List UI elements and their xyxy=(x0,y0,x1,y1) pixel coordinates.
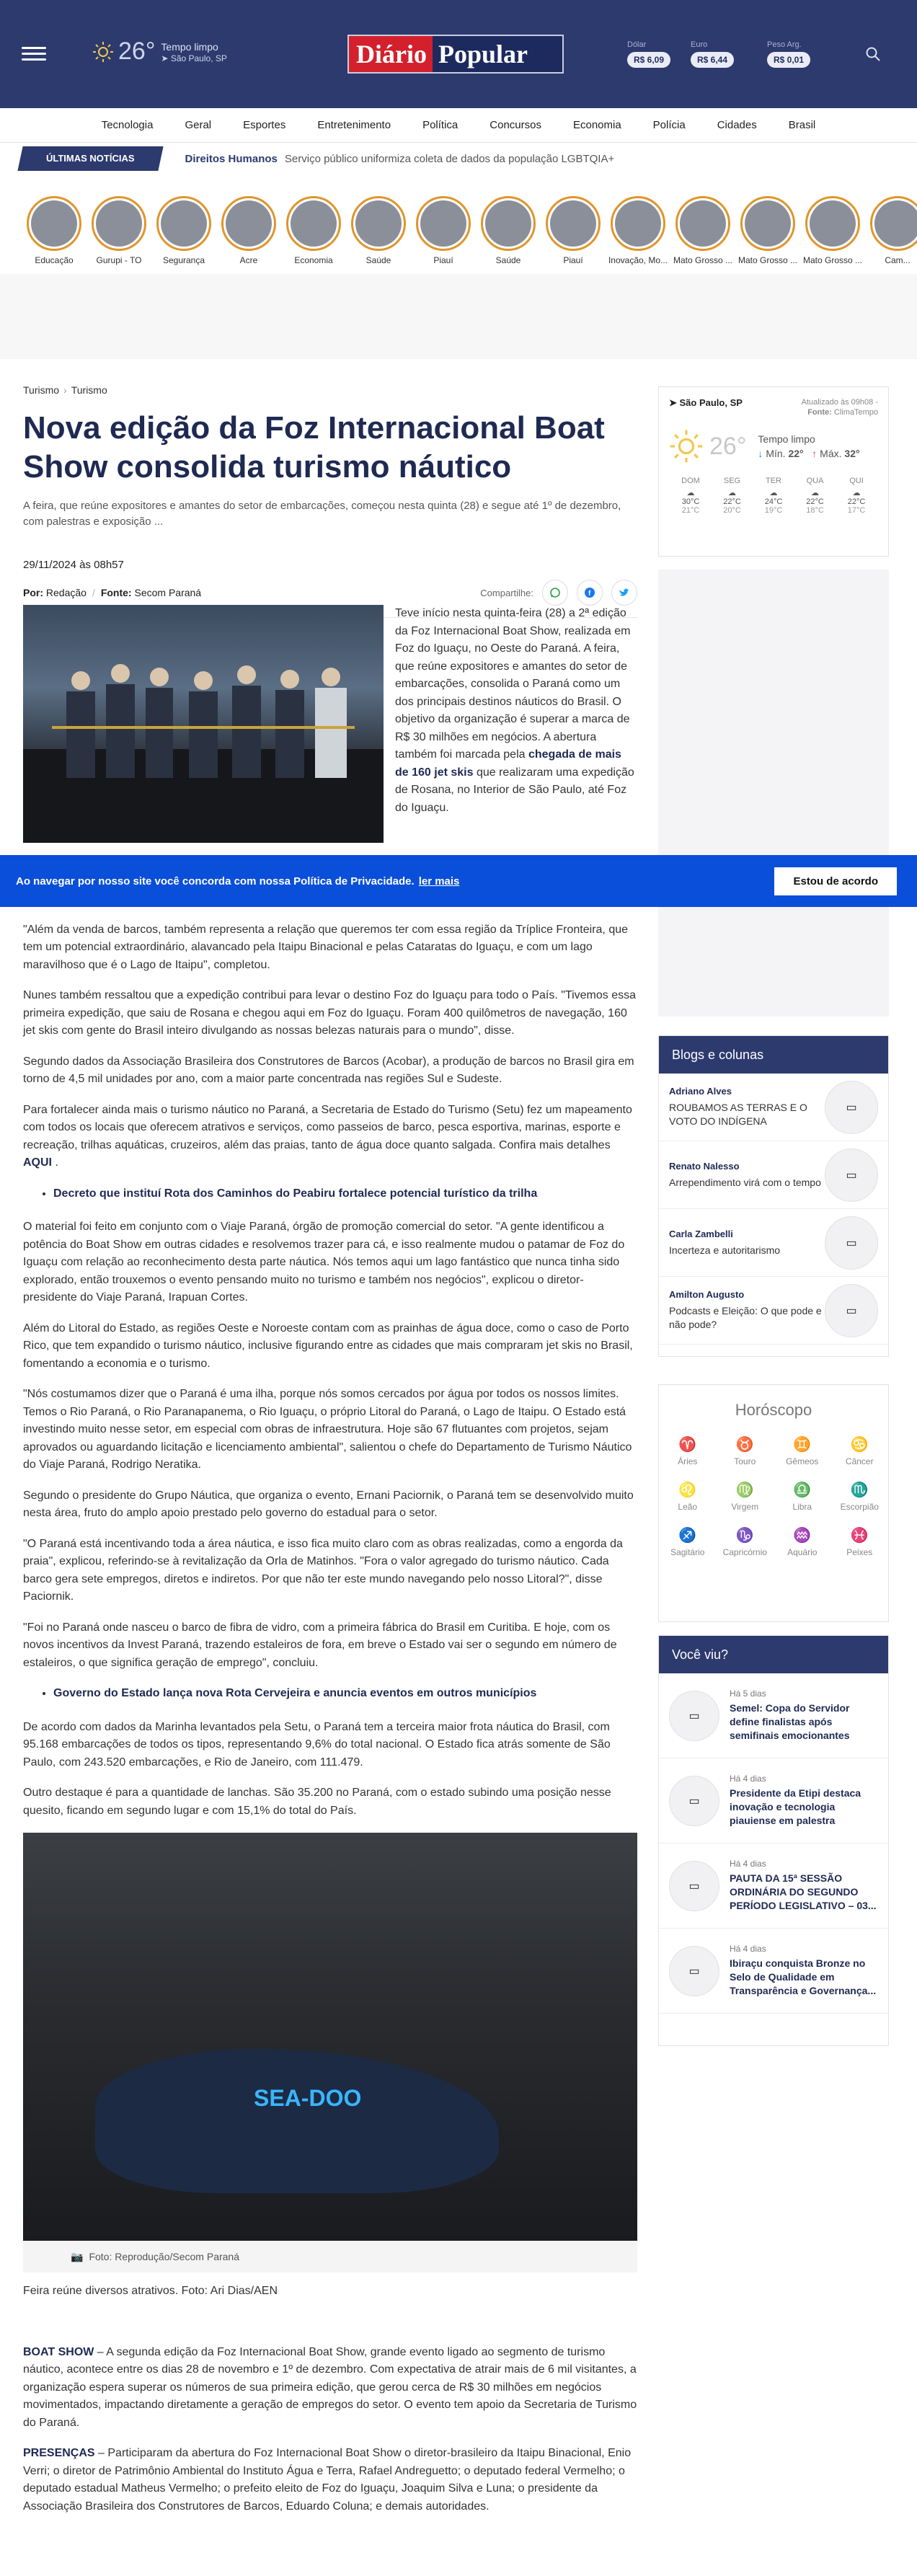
news-ticker xyxy=(0,146,917,172)
seen-item[interactable]: ▭ Há 4 dias PAUTA DA 15ª SESSÃO ORDINÁRIA DO SEGUNDO PERÍODO LEGISLATIVO – 03... xyxy=(659,1844,888,1929)
sun-icon xyxy=(669,429,704,464)
menu-icon[interactable] xyxy=(22,43,46,62)
sidebar-ad xyxy=(658,570,889,1017)
blogs-widget xyxy=(658,1035,889,1357)
sign-gemeos[interactable]: ♊ Gêmeos xyxy=(786,1437,819,1466)
article-photo[interactable] xyxy=(23,1833,637,2241)
paragraph: Outro destaque é para a quantidade de lanchas. São 35.200 no Paraná, com o estado subindo uma posição nesse quesito, ficando em segundo lugar e com 15,1% do total do País. xyxy=(23,1787,611,1817)
cloud-rain-icon: ☁ xyxy=(728,489,736,497)
weather-condition: Tempo limpo xyxy=(758,433,815,445)
ticker-tag: ÚLTIMAS NOTÍCIAS xyxy=(17,146,163,171)
accept-cookies-button[interactable]: Estou de acordo xyxy=(774,867,897,895)
site-header xyxy=(0,0,917,108)
story-item[interactable]: Segurança xyxy=(151,196,216,265)
nav-esportes[interactable]: Esportes xyxy=(243,119,286,131)
blog-item[interactable]: Renato Nalesso Arrependimento virá com o tempo ▭ xyxy=(659,1141,888,1209)
intro-text-end: que realizaram uma expedição de Rosana, no Interior de São Paulo, até Foz do Iguaçu. xyxy=(395,766,634,814)
image-placeholder-icon: ▭ xyxy=(825,1216,878,1270)
paragraph: BOAT SHOW – A segunda edição da Foz Internacional Boat Show, grande evento ligado ao segmento de turismo náutico, acontece entre os dias 28 de novembro e 1º de dezembro. Com expectativa de atrair mais de 6 mil visitantes, a organização espera superar os números de sua primeira edição, que gerou cerca de R$ 30 milhões em negócios movimentados, impactando diretamente a geração de empregos do setor. O evento tem apoio da Secretaria de Turismo do Paraná. xyxy=(23,2345,637,2429)
story-item[interactable]: Gurupi - TO xyxy=(87,196,151,265)
location-icon: ➤ xyxy=(669,397,680,408)
paragraph: "O Paraná está incentivando toda a área náutica, e isso fica muito claro com as obras realizadas, como a engorda da praia", explicou, referindo-se à revitalização da Orla de Matinhos. "Fora o valor agregado do turismo náutico. Cada barco gera sete empregos, diretos e indiretos. Por que não ter este mundo navegando pelo nosso Litoral?", disse Paciornik. xyxy=(23,1537,623,1603)
forecast-day: SEG ☁ 22°C 20°C xyxy=(717,477,748,515)
header-temp: 26° xyxy=(118,37,156,65)
related-links xyxy=(53,1185,637,1203)
sign-leao[interactable]: ♌ Leão xyxy=(678,1482,698,1512)
seen-item[interactable]: ▭ Há 5 dias Semel: Copa do Servidor define finalistas após semifinais emocionantes xyxy=(659,1673,888,1758)
nav-cidades[interactable]: Cidades xyxy=(717,119,757,131)
currency-peso: Peso Arg. R$ 0,01 xyxy=(767,40,810,68)
image-placeholder-icon: ▭ xyxy=(669,1691,719,1741)
ticker-category[interactable]: Direitos Humanos xyxy=(185,152,278,165)
jetski-shape xyxy=(95,2049,499,2193)
image-placeholder-icon: ▭ xyxy=(669,1776,719,1826)
blog-item[interactable]: Adriano Alves ROUBAMOS AS TERRAS E O VOTO DO INDÍGENA ▭ xyxy=(659,1074,888,1141)
nav-policia[interactable]: Polícia xyxy=(652,119,686,131)
chevron-right-icon: › xyxy=(63,384,67,396)
paragraph: "Nós costumamos dizer que o Paraná é uma ilha, porque nós somos cercados por água por todos os nossos limites. Temos o Rio Paraná, o Rio Paranapanema, o Rio Iguaçu, o próprio Litoral do Paraná, o Lago de Itaipu. O Estado está investindo muito nesse setor, em especial com obras de infraestrutura. Hoje são 67 flutuantes com projetos, sejam aprovados ou aguardando licitação e licenciamento ambiental", salientou o chefe do Departamento de Turismo Náutico do Viaje Paraná, Rodrigo Neratika. xyxy=(23,1388,632,1471)
sign-aquario[interactable]: ♒ Aquário xyxy=(787,1528,818,1557)
story-item[interactable]: Saúde xyxy=(346,196,411,265)
paragraph: "Além da venda de barcos, também representa a relação que queremos ter com essa região da Tríplice Fronteira, que tem um potencial extraordinário, alavancado pela Itaipu Binacional e pelas Cataratas do Iguaçu, e com um lago maravilhoso que é o Lago de Itaipu", completou. xyxy=(23,923,629,971)
photo-brand-text: SEA-DOO xyxy=(254,2085,362,2111)
blog-item[interactable]: Carla Zambelli Incerteza e autoritarismo ▭ xyxy=(659,1209,888,1277)
article-subtitle: A feira, que reúne expositores e amantes do setor de embarcações, começou nesta quinta (28) e segue até 1º de dezembro, com palestras e exposição ... xyxy=(23,500,621,528)
header-city: São Paulo, SP xyxy=(170,53,227,63)
cloud-rain-icon: ☁ xyxy=(811,489,819,497)
whatsapp-icon[interactable] xyxy=(542,580,568,606)
related-link[interactable]: • Decreto que instituí Rota dos Caminhos do Peabiru fortalece potencial turístico da trilha xyxy=(53,1185,637,1203)
main-nav xyxy=(0,108,917,143)
paragraph: Para fortalecer ainda mais o turismo náutico no Paraná, a Secretaria de Estado do Turismo (Setu) fez um mapeamento com todos os locais que oferecem atrativos e serviços, como passeios de barco, pesca esportiva, marinas, esporte e recreação, trilhas aquáticas, cruzeiros, além das praias, tanto de água doce quanto salgada. Confira mais detalhes AQUI . xyxy=(23,1103,632,1169)
paragraph: Além do Litoral do Estado, as regiões Oeste e Noroeste contam com as prainhas de água doce, como o caso de Porto Rico, que tem expandido o turismo náutico, inclusive figurando entre as cidades que mais compraram jet skis no Brasil, fomentando a economia e o turismo. xyxy=(23,1322,633,1370)
horoscope-title: Horóscopo xyxy=(735,1401,812,1419)
article-date: 29/11/2024 às 08h57 xyxy=(23,559,124,571)
forecast-day: DOM ☁ 30°C 21°C xyxy=(675,477,706,515)
privacy-link[interactable]: ler mais xyxy=(418,875,460,888)
weather-minmax: ↓ Mín. 22° ↑ Máx. 32° xyxy=(758,448,860,459)
nav-concursos[interactable]: Concursos xyxy=(489,119,541,131)
story-item[interactable]: Educação xyxy=(22,196,87,265)
forecast-day: QUI ☁ 22°C 17°C xyxy=(841,477,872,515)
nav-entretenimento[interactable]: Entretenimento xyxy=(317,119,391,131)
paragraph: PRESENÇAS – Participaram da abertura do Foz Internacional Boat Show o diretor-brasileiro da Itaipu Binacional, Enio Verri; o diretor de Patrimônio Ambiental do Instituto Água e Terra, Rafael Andreguetto; o deputado federal Vermelho; o deputado estadual Matheus Vermelho; o prefeito eleito de Foz do Iguaçu, Joaquim Silva e Luna; o presidente da Associação Brasileira dos Construtores de Barcos, Eduardo Coluna; e demais autoridades. xyxy=(23,2447,632,2513)
related-links xyxy=(53,1685,637,1703)
breadcrumb xyxy=(23,384,637,396)
paragraph: Segundo dados da Associação Brasileira dos Construtores de Barcos (Acobar), a produção de barcos no Brasil gira em torno de 4,5 mil unidades por ano, com a maior parte concentrada nas regiões Sul e Sudeste. xyxy=(23,1055,634,1085)
currency-dolar: Dólar R$ 6,09 xyxy=(627,40,670,68)
author: Redação xyxy=(45,587,87,598)
paragraph: O material foi feito em conjunto com o Viaje Paraná, órgão de promoção comercial do setor. "A gente identificou a potência do Boat Show em outras cidades e resolvemos trazer para cá, e isso realmente mudou o patamar de Foz do Iguaçu com relação ao reconhecimento desta parte náutica. Nós temos aqui um lago fantástico que nunca tinha sido explorado, então trouxemos o evento pensando muito no turismo e também nos negócios", explicou o diretor-presidente do Viaje Paraná, Irapuan Cortes. xyxy=(23,1221,625,1304)
intro-link[interactable]: chegada de mais de 160 jet skis xyxy=(395,748,621,779)
sign-virgem[interactable]: ♍ Virgem xyxy=(731,1482,759,1512)
forecast-day: TER ☁ 24°C 19°C xyxy=(758,477,789,515)
seen-widget xyxy=(658,1635,889,2046)
paragraph: Nunes também ressaltou que a expedição contribui para levar o destino Foz do Iguaçu para todo o País. "Tivemos essa primeira expedição, que saiu de Rosana e chegou aqui em Foz do Iguaçu. Foram 400 quilômetros de navegação, 160 jet skis com gente do Brasil inteiro divulgando as nossas belezas naturais para o mundo", disse. xyxy=(23,989,637,1037)
currency-euro: Euro R$ 6,44 xyxy=(691,40,734,68)
weather-temp: 26° xyxy=(709,432,747,460)
sun-icon xyxy=(92,41,114,63)
intro-text: Teve início nesta quinta-feira (28) a 2ª edição da Foz Internacional Boat Show, realizada em Foz do Iguaçu, no Oeste do Paraná. A feira, que reúne expositores e amantes do setor de embarcações, consolida o Paraná como um dos principais destinos náuticos do Brasil. O objetivo da organização é superar a marca de R$ 30 milhões em negócios. A abertura também foi marcada pela xyxy=(395,607,631,761)
image-placeholder-icon: ▭ xyxy=(825,1284,878,1337)
photo-credit: 📷 Foto: Reprodução/Secom Paraná xyxy=(23,2241,637,2272)
share-label: Compartilhe: xyxy=(480,587,533,598)
cloud-rain-icon: ☁ xyxy=(686,489,695,497)
page-title: Nova edição da Foz Internacional Boat Show consolida turismo náutico xyxy=(23,410,605,484)
story-item[interactable]: Mato Grosso ... xyxy=(670,196,735,265)
sign-escorpiao[interactable]: ♏ Escorpião xyxy=(840,1482,879,1512)
paragraph: Segundo o presidente do Grupo Náutica, que organiza o evento, Ernani Paciornik, o Paraná tem se desenvolvido muito nesta área, fruto do amplo apoio prestado pelo governo do estadual para o setor. xyxy=(23,1489,634,1519)
paragraph: De acordo com dados da Marinha levantados pela Setu, o Paraná tem a terceira maior frota náutica do Brasil, com 95.168 embarcações de todos os tipos, representando 9,6% do total nacional. O Estado fica atrás somente de São Paulo, com 243.520 embarcações, e Rio de Janeiro, com 111.479. xyxy=(23,1720,611,1769)
weather-updated: Atualizado às 09h08 - Fonte: ClimaTempo xyxy=(801,398,878,417)
sign-libra[interactable]: ♎ Libra xyxy=(792,1482,812,1512)
cloud-rain-icon: ☁ xyxy=(852,489,861,497)
article-intro xyxy=(395,605,637,817)
ticker-headline[interactable]: Serviço público uniformiza coleta de dados da população LGBTQIA+ xyxy=(284,152,615,165)
image-placeholder-icon: ▭ xyxy=(669,1861,719,1911)
breadcrumb-item[interactable]: Turismo xyxy=(23,384,60,396)
breadcrumb-item[interactable]: Turismo xyxy=(71,384,107,396)
cloud-rain-icon: ☁ xyxy=(769,489,778,497)
cookie-banner xyxy=(0,855,917,907)
paragraph: "Foi no Paraná onde nasceu o barco de fibra de vidro, com a primeira fábrica do Brasil em Curitiba. E hoje, com os novos incentivos da Invest Paraná, trazendo estaleiros de fora, em breve o Estado vai ser o segundo em número de estaleiros, o que significa geração de emprego", concluiu. xyxy=(23,1621,617,1669)
svg-text:f: f xyxy=(588,590,591,598)
nav-tecnologia[interactable]: Tecnologia xyxy=(101,119,154,131)
site-logo[interactable] xyxy=(347,35,564,74)
article-photo[interactable] xyxy=(23,605,384,843)
related-link[interactable]: • Governo do Estado lança nova Rota Cervejeira e anuncia eventos em outros municípios xyxy=(53,1685,637,1703)
nav-geral[interactable]: Geral xyxy=(185,119,212,131)
source: Secom Paraná xyxy=(134,587,202,598)
stories-strip xyxy=(22,196,917,265)
by-label: Por: xyxy=(23,587,43,598)
header-condition: Tempo limpo xyxy=(161,40,218,53)
camera-icon: 📷 xyxy=(71,2250,84,2262)
story-item[interactable]: Saúde xyxy=(476,196,541,265)
nav-brasil[interactable]: Brasil xyxy=(788,119,816,131)
header-weather[interactable] xyxy=(92,37,227,66)
twitter-icon[interactable] xyxy=(611,580,637,606)
ad-banner xyxy=(0,274,917,359)
blogs-title: Blogs e colunas xyxy=(659,1036,888,1074)
story-item[interactable]: Cam... xyxy=(865,196,917,265)
sign-sagitario[interactable]: ♐ Sagitário xyxy=(670,1528,705,1557)
image-placeholder-icon: ▭ xyxy=(669,1946,719,1996)
seen-item[interactable]: ▭ Há 4 dias Ibiraçu conquista Bronze no Selo de Qualidade em Transparência e Governança... xyxy=(659,1929,888,2014)
nav-politica[interactable]: Política xyxy=(422,119,458,131)
article-body xyxy=(23,890,637,2528)
story-item[interactable]: Piauí xyxy=(411,196,476,265)
logo-part1: Diário xyxy=(349,36,433,72)
weather-location: ➤ São Paulo, SP xyxy=(669,397,743,408)
nav-economia[interactable]: Economia xyxy=(572,119,621,131)
story-item[interactable]: Inovação, Mo... xyxy=(606,196,670,265)
facebook-icon[interactable] xyxy=(577,580,603,606)
seen-title: Você viu? xyxy=(659,1636,888,1673)
byline: Por: Redação / Fonte: Secom Paraná Compartilhe: f xyxy=(23,580,637,606)
cookie-text: Ao navegar por nosso site você concorda com nossa Política de Privacidade. xyxy=(16,875,415,888)
horoscope-widget xyxy=(658,1384,889,1622)
story-item[interactable]: Mato Grosso ... xyxy=(800,196,865,265)
story-item[interactable]: Mato Grosso ... xyxy=(735,196,800,265)
forecast-day: QUA ☁ 22°C 18°C xyxy=(799,477,831,515)
share-bar xyxy=(480,580,637,606)
image-placeholder-icon: ▭ xyxy=(825,1081,878,1134)
sign-touro[interactable]: ♉ Touro xyxy=(734,1437,756,1466)
sign-peixes[interactable]: ♓ Peixes xyxy=(846,1528,873,1557)
logo-part2: Popular xyxy=(433,36,562,72)
story-item[interactable]: Acre xyxy=(216,196,281,265)
blog-item[interactable]: Amilton Augusto Podcasts e Eleição: O que pode e não pode? ▭ xyxy=(659,1277,888,1345)
image-placeholder-icon: ▭ xyxy=(825,1148,878,1202)
source-label: Fonte: xyxy=(100,587,132,598)
forecast xyxy=(669,477,878,515)
details-link[interactable]: AQUI xyxy=(23,1156,52,1169)
search-icon[interactable] xyxy=(865,46,881,62)
location-icon: ➤ xyxy=(161,53,171,63)
sign-cancer[interactable]: ♋ Câncer xyxy=(845,1437,874,1466)
weather-widget xyxy=(658,386,889,557)
story-item[interactable]: Economia xyxy=(281,196,346,265)
sign-aries[interactable]: ♈ Áries xyxy=(678,1437,698,1466)
sign-capricornio[interactable]: ♑ Capricórnio xyxy=(722,1528,767,1557)
seen-item[interactable]: ▭ Há 4 dias Presidente da Etipi destaca inovação e tecnologia piauiense em palestra xyxy=(659,1758,888,1844)
photo-caption: Feira reúne diversos atrativos. Foto: Ari Dias/AEN xyxy=(23,2285,278,2297)
story-item[interactable]: Piauí xyxy=(541,196,606,265)
